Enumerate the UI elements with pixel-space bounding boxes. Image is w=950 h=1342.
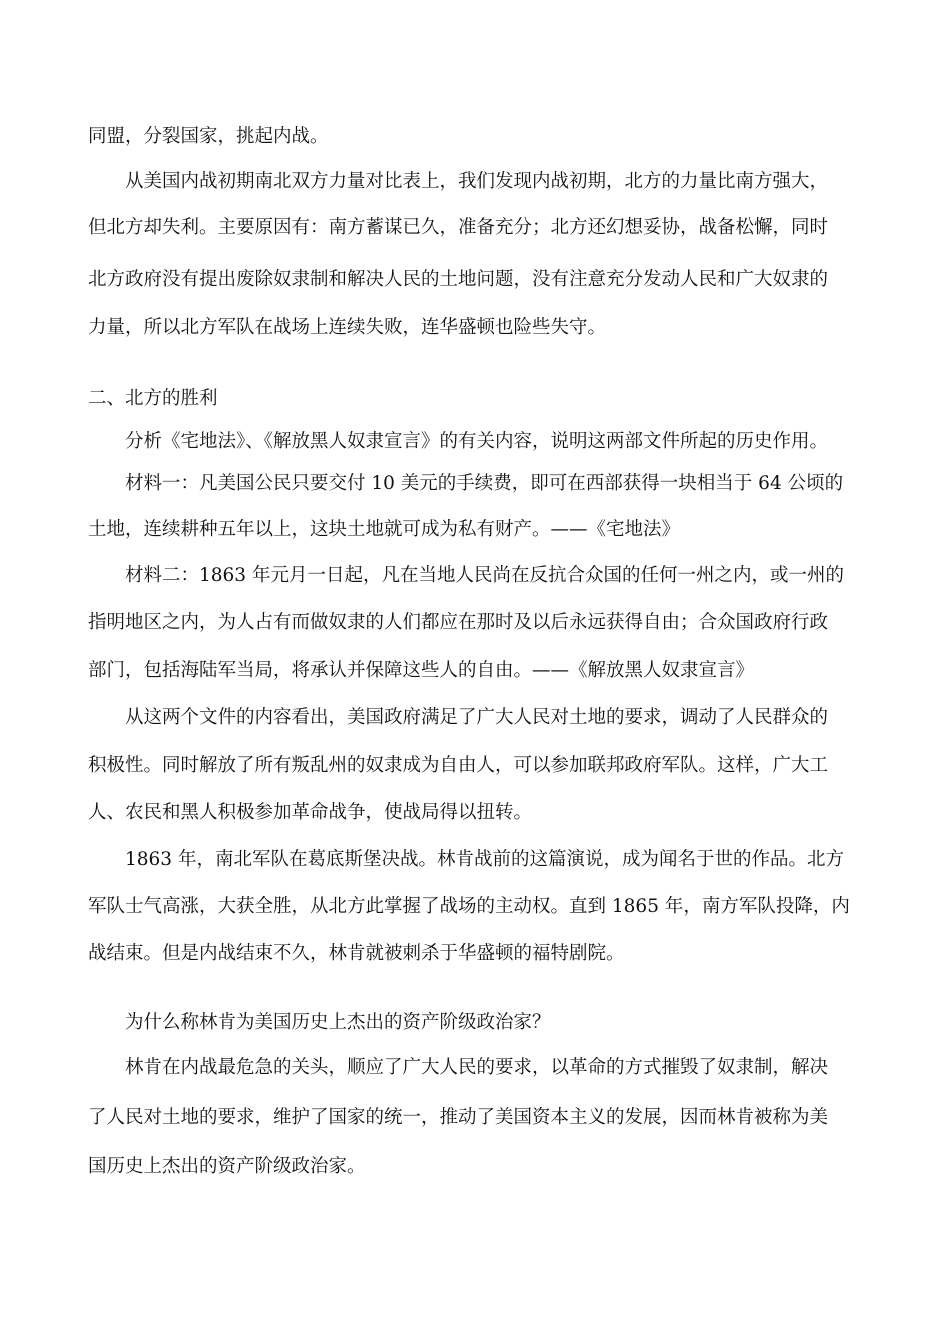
line-text: 指明地区之内，为人占有而做奴隶的人们都应在那时及以后永远获得自由；合众国政府行政: [88, 612, 829, 633]
line-text: 人、农民和黑人积极参加革命战争，使战局得以扭转。: [88, 802, 533, 823]
line-text: 但北方却失利。主要原因有：南方蓄谋已久，准备充分；北方还幻想妥协，战备松懈，同时: [88, 217, 829, 238]
line-text: 林肯在内战最危急的关头，顺应了广大人民的要求，以革命的方式摧毁了奴隶制，解决: [125, 1057, 829, 1078]
line-text: 从这两个文件的内容看出，美国政府满足了广大人民对土地的要求，调动了人民群众的: [125, 707, 829, 728]
line-text: 分析《宅地法》、《解放黑人奴隶宣言》的有关内容，说明这两部文件所起的历史作用。: [125, 431, 829, 452]
line-text: 材料一：凡美国公民只要交付 10 美元的手续费，即可在西部获得一块相当于 64 公顷的: [125, 473, 844, 494]
line-text: 力量，所以北方军队在战场上连续失败，连华盛顿也险些失守。: [88, 317, 607, 338]
line-text: 国历史上杰出的资产阶级政治家。: [88, 1156, 366, 1177]
line-text: 同盟，分裂国家，挑起内战。: [88, 126, 329, 147]
line-text: 了人民对土地的要求，维护了国家的统一，推动了美国资本主义的发展，因而林肯被称为美: [88, 1107, 829, 1128]
line-text: 战结束。但是内战结束不久，林肯就被刺杀于华盛顿的福特剧院。: [88, 943, 625, 964]
line-text: 军队士气高涨，大获全胜，从北方此掌握了战场的主动权。直到 1865 年，南方军队投降，内: [88, 896, 850, 917]
line-text: 从美国内战初期南北双方力量对比表上，我们发现内战初期，北方的力量比南方强大，: [125, 171, 829, 192]
heading-text: 二、北方的胜利: [88, 388, 218, 409]
line-text: 积极性。同时解放了所有叛乱州的奴隶成为自由人，可以参加联邦政府军队。这样，广大工: [88, 755, 829, 776]
line-text: 材料二：1863 年元月一日起，凡在当地人民尚在反抗合众国的任何一州之内，或一州的: [125, 565, 844, 586]
line-text: 土地，连续耕种五年以上，这块土地就可成为私有财产。——《宅地法》: [88, 519, 681, 540]
line-text: 1863 年，南北军队在葛底斯堡决战。林肯战前的这篇演说，成为闻名于世的作品。北方: [125, 849, 844, 870]
line-text: 北方政府没有提出废除奴隶制和解决人民的土地问题，没有注意充分发动人民和广大奴隶的: [88, 269, 829, 290]
question-text: 为什么称林肯为美国历史上杰出的资产阶级政治家？: [125, 1012, 551, 1033]
line-text: 部门，包括海陆军当局，将承认并保障这些人的自由。——《解放黑人奴隶宣言》: [88, 660, 755, 681]
